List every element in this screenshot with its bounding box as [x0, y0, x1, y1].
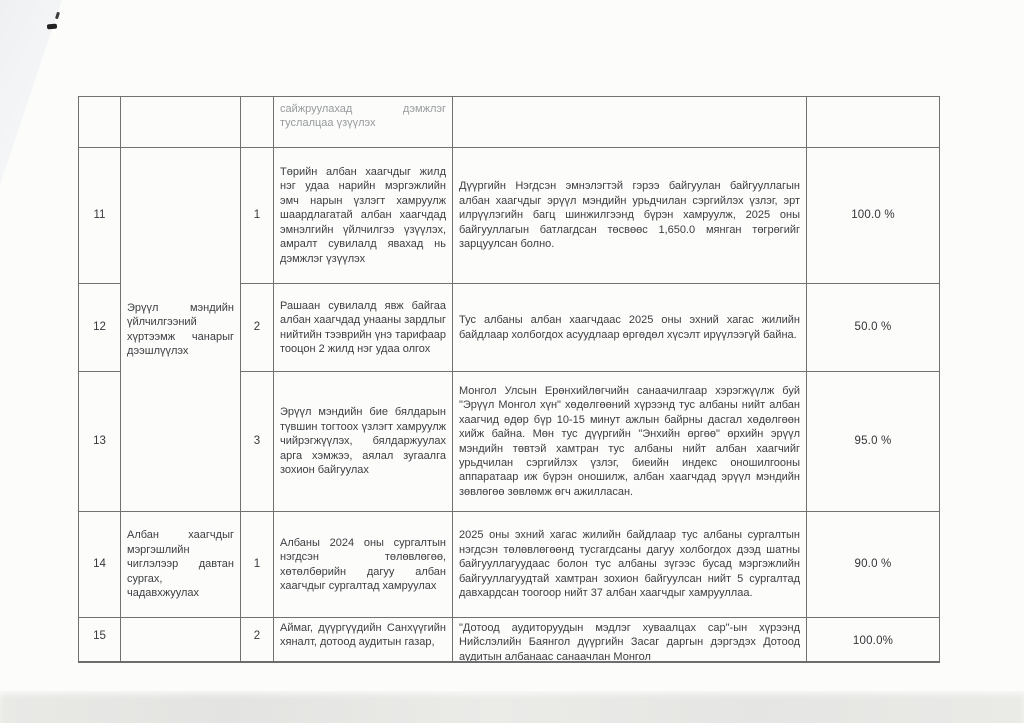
task-cell: сайжруулахад дэмжлэг туслалцаа үзүүлэх: [274, 97, 453, 148]
sub-number-cell: 1: [241, 512, 274, 618]
category-cell: [121, 618, 241, 664]
table-row-14: [79, 512, 940, 618]
task-cell: Албаны 2024 оны сургалтын нэгдсэн төлөвлөгөө, хөтөлбөрийн дагуу албан хаагчдыг сургалтад хамруулах: [274, 512, 453, 618]
sub-number-cell: 2: [241, 284, 274, 372]
category-cell: Эрүүл мэндийн үйлчилгээний хүртээмж чанарыг дээшлүүлэх: [121, 148, 241, 512]
sub-number-cell: [241, 97, 274, 148]
category-cell: Албан хаагчдыг мэргэшлийн чиглэлээр давтан сургах, чадавхжуулах: [121, 512, 241, 618]
result-cell: Монгол Улсын Ерөнхийлөгчийн санаачилгаар хэрэгжүүлж буй "Эрүүл Монгол хүн" хөдөлгөөний хүрээнд тус албаны нийт албан хаагчид өдөр бүр 10-15 минут ажлын байрны дасгал хөдөлгөөн хийж байна. Мөн тус дүүргийн "Энхийн өргөө" өрхийн эрүүл мэндийн төвтэй хамтран тус албаны нийт албан хаагчийг урьдчилан сэргийлэх үзлэг, биеийн индекс оношилгооны аппаратаар иж бүрэн оношилж, албан хаагчдад эрүүл мэндийн зөвлөгөө зөвлөмж өгч ажилласан.: [453, 372, 807, 512]
scan-corner-artifact: [0, 0, 70, 190]
scan-bottom-band: [0, 691, 1024, 723]
sub-number-cell: 3: [241, 372, 274, 512]
row-number-cell: 12: [79, 284, 121, 372]
task-cell: Төрийн албан хаагчдыг жилд нэг удаа нарийн мэргэжлийн эмч нарын үзлэгт хамруулж шаардлагатай албан хаагчдад эмнэлгийн үйлчилгээ үзүүлэх, амралт сувилалд явахад нь дэмжлэг үзүүлэх: [274, 148, 453, 284]
result-cell: 2025 оны эхний хагас жилийн байдлаар тус албаны сургалтын нэгдсэн төлөвлөгөөнд тусгагдсаны дагуу холбогдох дээд шатны байгууллагуудаас болон тус албаны зүгээс бусад мэргэжлийн байгууллагуудтай хамтран зохион байгуулсан нийт 5 сургалтад давхардсан тоогоор нийт 37 албан хаагчдыг хамрууллаа.: [453, 512, 807, 618]
task-cell: Рашаан сувилалд явж байгаа албан хаагчдад унааны зардлыг нийтийн тээврийн үнэ тарифаар тооцон 2 жилд нэг удаа олгох: [274, 284, 453, 372]
percent-cell: 100.0%: [807, 618, 940, 664]
percent-cell: [807, 97, 940, 148]
percent-cell: 95.0 %: [807, 372, 940, 512]
row-number-cell: 11: [79, 148, 121, 284]
task-cell: Эрүүл мэндийн бие бялдарын түвшин тогтоох үзлэгт хамруулж чийрэгжүүлэх, бялдаржуулах арга хэмжээ, аялал зугаалга зохион байгуулах: [274, 372, 453, 512]
row-number-cell: [79, 97, 121, 148]
result-cell: "Дотоод аудиторуудын мэдлэг хуваалцах сар"-ын хүрээнд Нийслэлийн Баянгол дүүргийн Засаг даргын дэргэдэх Дотоод аудитын албанаас санаачлан Монгол: [453, 618, 807, 664]
performance-report-table: [78, 96, 940, 663]
ink-mark: [55, 12, 60, 20]
ink-mark: [47, 24, 57, 30]
table-row-15: [79, 618, 940, 664]
report-table-region: [78, 96, 940, 663]
percent-cell: 50.0 %: [807, 284, 940, 372]
row-number-cell: 14: [79, 512, 121, 618]
percent-cell: 90.0 %: [807, 512, 940, 618]
row-number-cell: 15: [79, 618, 121, 664]
table-row-11: [79, 148, 940, 284]
result-cell: Тус албаны албан хаагчдаас 2025 оны эхний хагас жилийн байдлаар холбогдох асуудлаар өргөдөл хүсэлт ирүүлээгүй байна.: [453, 284, 807, 372]
table-row-continuation: [79, 97, 940, 148]
result-cell: Дүүргийн Нэгдсэн эмнэлэгтэй гэрээ байгуулан байгууллагын албан хаагчдыг эрүүл мэндийн урьдчилан сэргийлэх үзлэг, эрт илрүүлэгийн багц шинжилгээнд бүрэн хамруулж, 2025 оны байгууллагын батлагдсан төсвөөс 1,650.0 мянган төгрөгийг зарцуулсан болно.: [453, 148, 807, 284]
task-cell: Аймаг, дүүргүүдийн Санхүүгийн хяналт, дотоод аудитын газар,: [274, 618, 453, 664]
sub-number-cell: 1: [241, 148, 274, 284]
sub-number-cell: 2: [241, 618, 274, 664]
row-number-cell: 13: [79, 372, 121, 512]
category-cell: [121, 97, 241, 148]
percent-cell: 100.0 %: [807, 148, 940, 284]
result-cell: [453, 97, 807, 148]
